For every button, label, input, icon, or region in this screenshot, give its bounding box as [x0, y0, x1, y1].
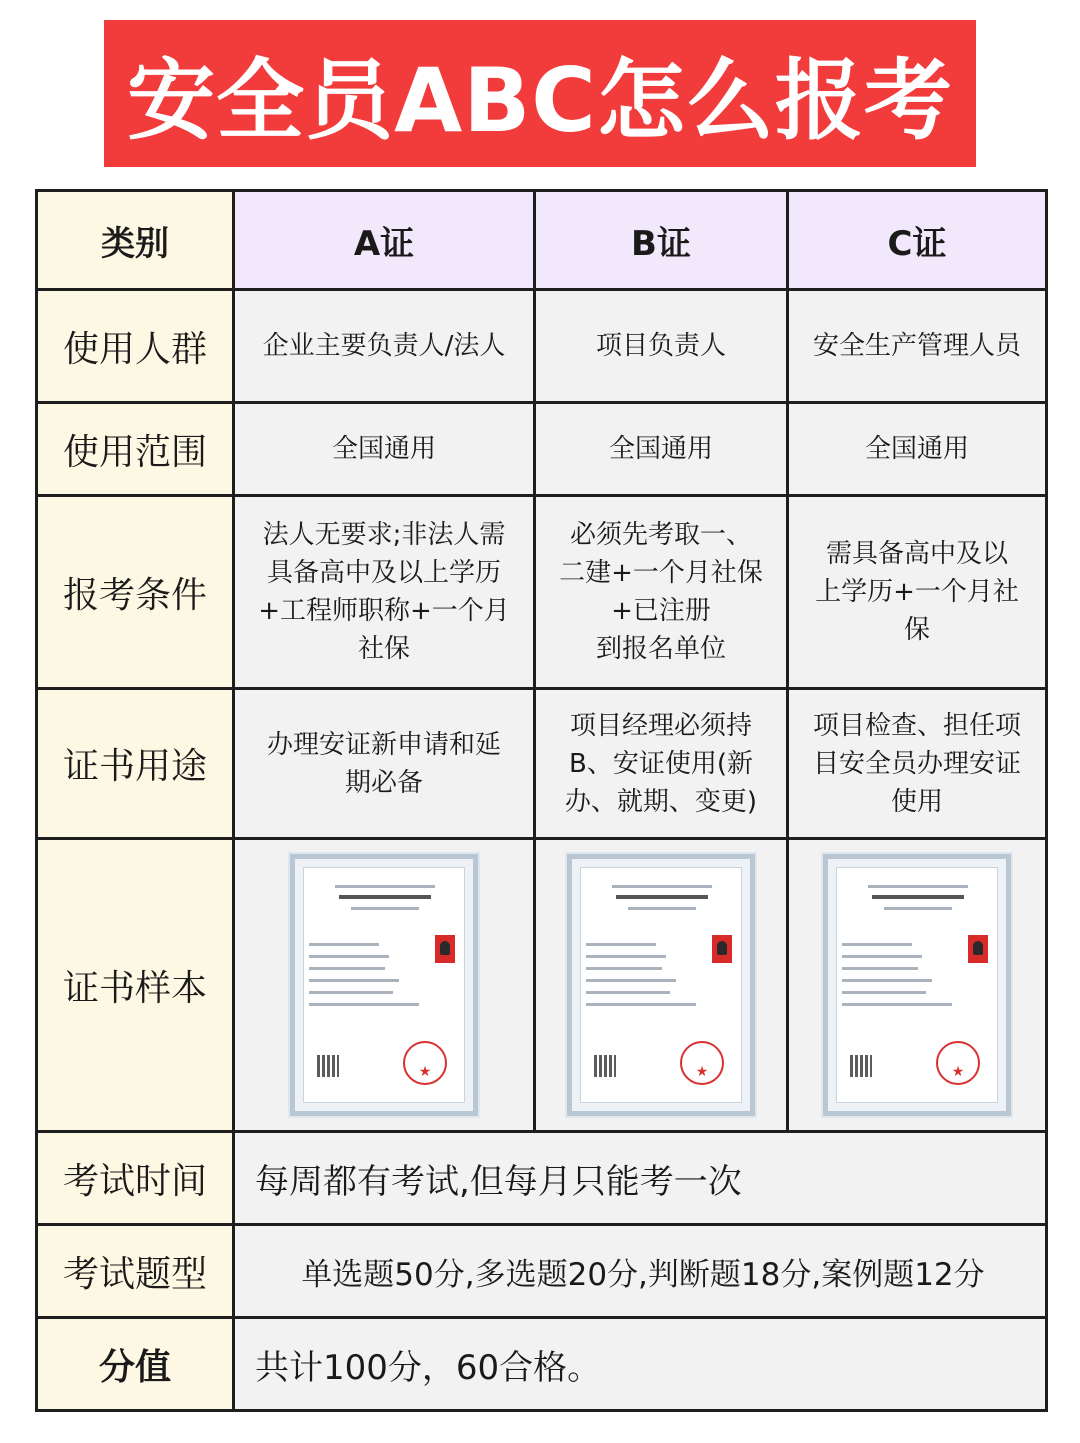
text-line: 办理安证新申请和延 — [266, 729, 501, 760]
title-banner — [104, 20, 976, 167]
header-b-cert: B证 — [535, 191, 788, 290]
table-row-sample — [37, 839, 1047, 1132]
header-a-cert: A证 — [234, 191, 535, 290]
text-line: 具备高中及以上学历 — [266, 558, 501, 588]
text-line: B、安证使用(新 — [569, 748, 753, 779]
cell-usage-c — [788, 689, 1047, 839]
certificate-c-image — [823, 854, 1011, 1116]
text-line: 到报名单位 — [595, 634, 726, 664]
row-label-score: 分值 — [37, 1318, 234, 1411]
cell-users-a: 企业主要负责人/法人 — [234, 290, 535, 403]
cell-sample-b — [535, 839, 788, 1132]
cell-conditions-a — [234, 496, 535, 689]
cell-users-c: 安全生产管理人员 — [788, 290, 1047, 403]
cell-scope-c: 全国通用 — [788, 403, 1047, 496]
table-row-score — [37, 1318, 1047, 1411]
text-line: 社保 — [357, 634, 410, 664]
text-line: 使用 — [890, 786, 943, 817]
text-line: 保 — [903, 615, 930, 645]
cell-score: 共计100分，60合格。 — [234, 1318, 1047, 1411]
text-line: +已注册 — [611, 596, 711, 626]
header-c-cert: C证 — [788, 191, 1047, 290]
cell-scope-a: 全国通用 — [234, 403, 535, 496]
row-label-sample: 证书样本 — [37, 839, 234, 1132]
cell-sample-c — [788, 839, 1047, 1132]
text-line: 期必备 — [344, 767, 423, 798]
text-line: 办、就期、变更) — [564, 786, 758, 817]
table-row-scope — [37, 403, 1047, 496]
certificate-a-image — [290, 854, 478, 1116]
table-row-exam-time — [37, 1132, 1047, 1225]
row-label-usage: 证书用途 — [37, 689, 234, 839]
text-line: 需具备高中及以 — [825, 539, 1008, 569]
cell-usage-b — [535, 689, 788, 839]
row-label-conditions: 报考条件 — [37, 496, 234, 689]
cell-users-b: 项目负责人 — [535, 290, 788, 403]
page-title: 安全员ABC怎么报考 — [127, 48, 953, 152]
table-row-exam-type — [37, 1225, 1047, 1318]
text-line: 项目检查、担任项 — [812, 710, 1021, 741]
cell-conditions-b — [535, 496, 788, 689]
row-label-exam-type: 考试题型 — [37, 1225, 234, 1318]
comparison-table — [35, 189, 1048, 1412]
row-label-scope: 使用范围 — [37, 403, 234, 496]
text-line: 法人无要求;非法人需 — [262, 520, 506, 550]
text-line: 二建+一个月社保 — [559, 558, 763, 588]
text-line: 目安全员办理安证 — [812, 748, 1021, 779]
table-row-conditions — [37, 496, 1047, 689]
cell-exam-type: 单选题50分,多选题20分,判断题18分,案例题12分 — [234, 1225, 1047, 1318]
header-row — [37, 191, 1047, 290]
cell-sample-a — [234, 839, 535, 1132]
row-label-users: 使用人群 — [37, 290, 234, 403]
certificate-b-image — [567, 854, 755, 1116]
cell-usage-a — [234, 689, 535, 839]
cell-scope-b: 全国通用 — [535, 403, 788, 496]
text-line: 必须先考取一、 — [569, 520, 752, 550]
cell-conditions-c — [788, 496, 1047, 689]
cell-exam-time: 每周都有考试,但每月只能考一次 — [234, 1132, 1047, 1225]
text-line: 上学历+一个月社 — [815, 577, 1019, 607]
header-category: 类别 — [37, 191, 234, 290]
table-row-usage — [37, 689, 1047, 839]
text-line: +工程师职称+一个月 — [258, 596, 510, 626]
table-row-users — [37, 290, 1047, 403]
row-label-exam-time: 考试时间 — [37, 1132, 234, 1225]
text-line: 项目经理必须持 — [569, 710, 752, 741]
